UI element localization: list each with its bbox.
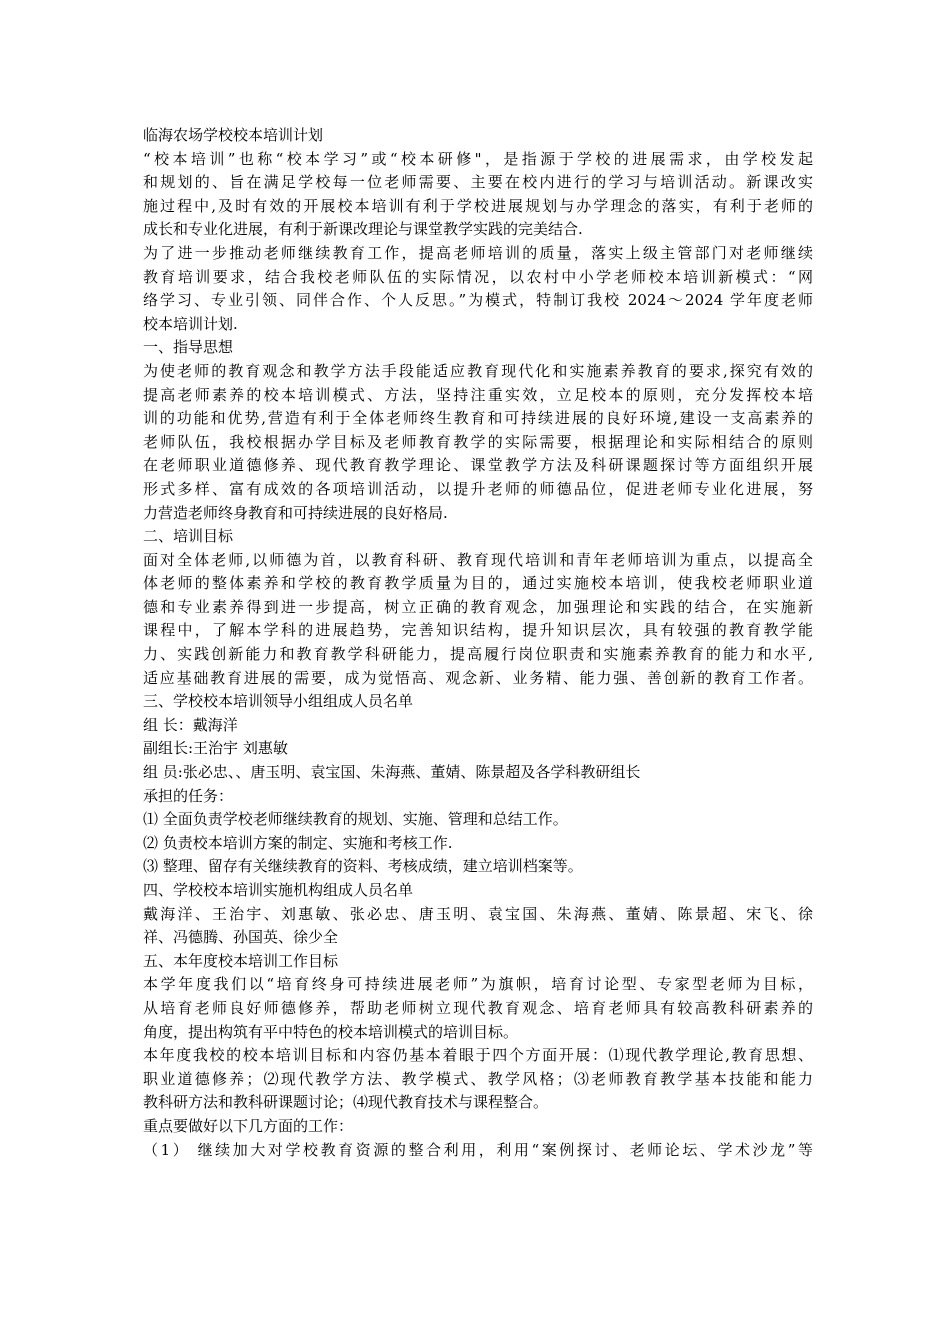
- text-line: 体老师的整体素养和学校的教育教学质量为目的，通过实施校本培训，使我校老师职业道: [143, 574, 813, 593]
- text-line: 教育培训要求，结合我校老师队伍的实际情况，以农村中小学老师校本培训新模式：“网: [143, 267, 813, 286]
- text-line: 职业道德修养；⑵现代教学方法、教学模式、教学风格；⑶老师教育教学基本技能和能力: [143, 1069, 813, 1088]
- text-line: 本学年度我们以“培育终身可持续进展老师”为旗帜，培育讨论型、专家型老师为目标，: [143, 975, 813, 994]
- text-line: 本年度我校的校本培训目标和内容仍基本着眼于四个方面开展：⑴现代教学理论,教育思想、: [143, 1046, 813, 1065]
- text-line: 组 长：戴海洋: [143, 715, 238, 734]
- text-line: 四、学校校本培训实施机构组成人员名单: [143, 881, 414, 899]
- text-line: 组 员:张必忠、、唐玉明、袁宝国、朱海燕、董婧、陈景超及各学科教研组长: [143, 763, 641, 782]
- text-line: 适应基础教育进展的需要，成为觉悟高、观念新、业务精、能力强、善创新的教育工作者。: [143, 668, 813, 687]
- text-line: 力、实践创新能力和教育教学科研能力，提高履行岗位职责和实施素养教育的能力和水平,: [143, 645, 813, 664]
- text-line: 三、学校校本培训领导小组组成人员名单: [143, 692, 414, 711]
- text-line: 课程中，了解本学科的进展趋势，完善知识结构，提升知识层次，具有较强的教育教学能: [143, 621, 813, 640]
- text-line: 训的功能和优势,营造有利于全体老师终生教育和可持续进展的良好环境,建设一支高素养的: [143, 409, 813, 428]
- text-line: 一、指导思想: [143, 338, 234, 357]
- text-line: 在老师职业道德修养、现代教育教学理论、课堂教学方法及科研课题探讨等方面组织开展: [143, 456, 813, 475]
- text-line: 戴海洋、王治宇、刘惠敏、张必忠、唐玉明、袁宝国、朱海燕、董婧、陈景超、宋飞、徐: [143, 904, 813, 923]
- text-line: 为了进一步推动老师继续教育工作，提高老师培训的质量，落实上级主管部门对老师继续: [143, 243, 813, 262]
- text-line: 提高老师素养的校本培训模式、方法，坚持注重实效，立足校本的原则，充分发挥校本培: [143, 385, 813, 404]
- text-line: 老师队伍，我校根据办学目标及老师教育教学的实际需要，根据理论和实际相结合的原则: [143, 432, 813, 451]
- text-line: 为使老师的教育观念和教学方法手段能适应教育现代化和实施素养教育的要求,探究有效的: [143, 361, 813, 380]
- text-line: 重点要做好以下几方面的工作：: [143, 1116, 354, 1135]
- document-body: [143, 124, 813, 1162]
- text-line: 五、本年度校本培训工作目标: [143, 951, 339, 970]
- text-line: 副组长:王治宇 刘惠敏: [143, 739, 288, 758]
- text-line: ⑶ 整理、留存有关继续教育的资料、考核成绩，建立培训档案等。: [143, 857, 583, 876]
- text-line: “校本培训”也称“校本学习”或“校本研修"，是指源于学校的进展需求，由学校发起: [143, 149, 813, 168]
- text-line: 校本培训计划.: [143, 314, 238, 333]
- text-line: 教科研方法和教科研课题讨论；⑷现代教育技术与课程整合。: [143, 1093, 549, 1112]
- text-line: 施过程中,及时有效的开展校本培训有利于学校进展规划与办学理念的落实，有利于老师的: [143, 196, 813, 215]
- text-line: 祥、冯德腾、孙国英、徐少全: [143, 928, 339, 947]
- text-line: （1） 继续加大对学校教育资源的整合利用，利用“案例探讨、老师论坛、学术沙龙”等: [143, 1140, 813, 1159]
- text-line: 和规划的、旨在满足学校每一位老师需要、主要在校内进行的学习与培训活动。新课改实: [143, 173, 813, 192]
- text-line: 二、培训目标: [143, 527, 234, 546]
- text-line: 络学习、专业引领、同伴合作、个人反思。”为模式，特制订我校 2024～2024 学年度老师: [143, 291, 813, 310]
- document-title: 临海农场学校校本培训计划: [143, 126, 324, 144]
- text-line: ⑴ 全面负责学校老师继续教育的规划、实施、管理和总结工作。: [143, 810, 568, 829]
- text-line: 面对全体老师,以师德为首，以教育科研、教育现代培训和青年老师培训为重点，以提高全: [143, 550, 813, 569]
- text-line: 承担的任务：: [143, 786, 234, 805]
- text-line: 成长和专业化进展，有利于新课改理论与课堂教学实践的完美结合.: [143, 220, 583, 239]
- text-line: ⑵ 负责校本培训方案的制定、实施和考核工作.: [143, 833, 453, 852]
- text-line: 力营造老师终身教育和可持续进展的良好格局.: [143, 503, 448, 522]
- text-line: 角度，提出构筑有平中特色的校本培训模式的培训目标。: [143, 1022, 519, 1041]
- text-line: 形式多样、富有成效的各项培训活动，以提升老师的师德品位，促进老师专业化进展，努: [143, 479, 813, 498]
- text-line: 从培育老师良好师德修养，帮助老师树立现代教育观念、培育老师具有较高教科研素养的: [143, 998, 813, 1017]
- text-line: 德和专业素养得到进一步提高，树立正确的教育观念，加强理论和实践的结合，在实施新: [143, 597, 813, 616]
